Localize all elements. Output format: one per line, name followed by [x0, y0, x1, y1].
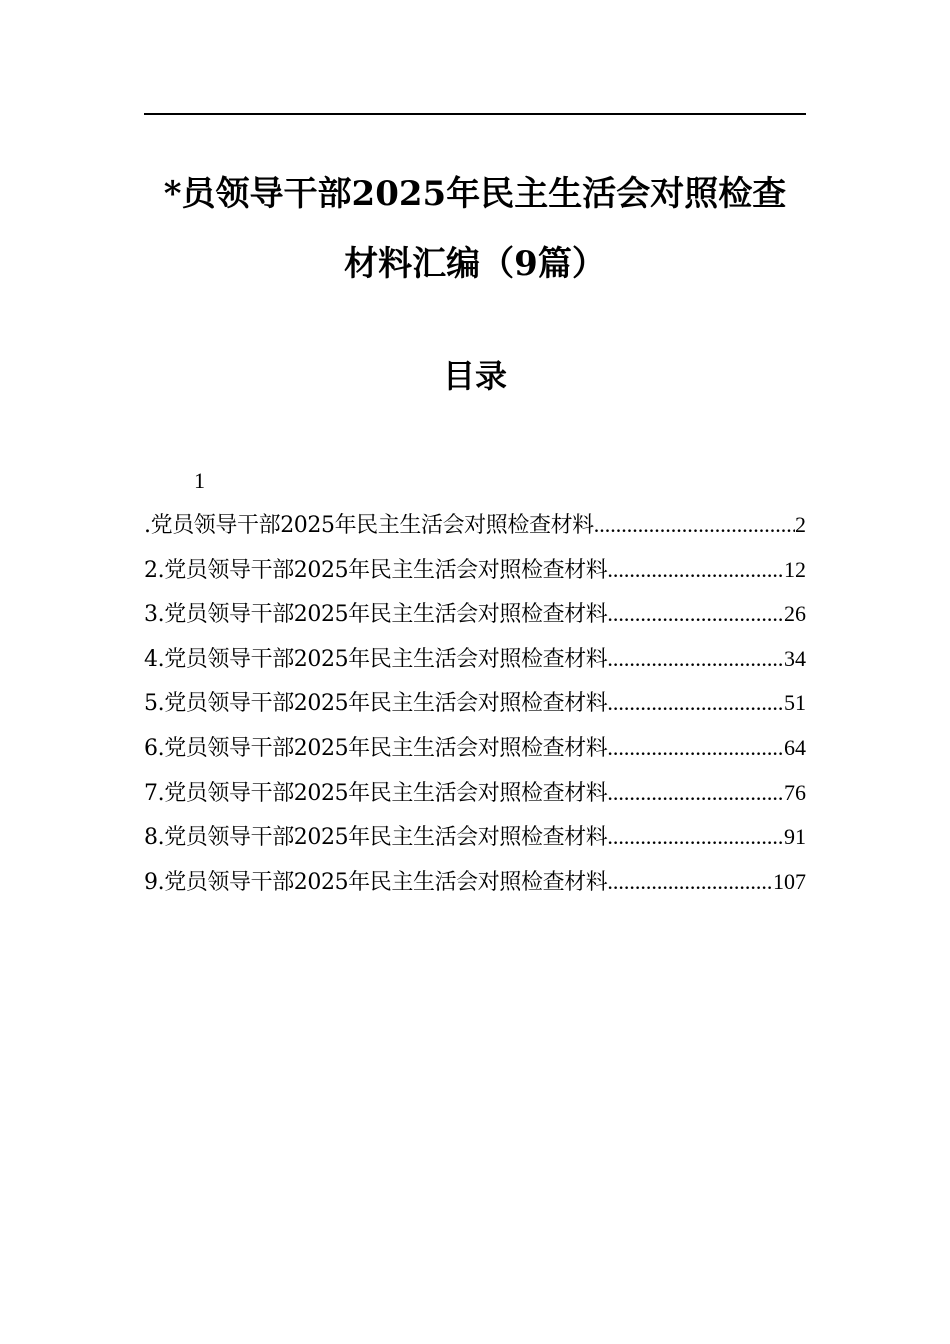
toc-entry-page: 91: [784, 824, 806, 850]
toc-entry-page: 64: [784, 734, 806, 760]
toc-entry-page: 34: [784, 645, 806, 671]
toc-leader-dots: [607, 644, 784, 674]
toc-entry[interactable]: [144, 599, 806, 644]
toc-entry[interactable]: [144, 822, 806, 867]
toc-entry-page: 76: [784, 779, 806, 805]
toc-leader-dots: [607, 688, 784, 718]
toc-heading: 目录: [442, 357, 507, 395]
document-title-line-2: 材料汇编（9篇）: [344, 244, 606, 284]
toc-entry-page: 2: [795, 512, 806, 537]
toc-entry-title: 4.党员领导干部2025年民主生活会对照检查材料: [144, 646, 608, 672]
toc-entry-title: 2.党员领导干部2025年民主生活会对照检查材料: [144, 557, 608, 583]
toc-leader-dots: [594, 510, 795, 540]
toc-entry[interactable]: [144, 867, 806, 912]
toc-entry-page: 51: [784, 690, 806, 716]
document-title-line-1: *员领导干部2025年民主生活会对照检查: [163, 174, 787, 214]
toc-entry[interactable]: [144, 555, 806, 600]
toc-entry-page: 26: [784, 601, 806, 627]
toc-entry-title: 6.党员领导干部2025年民主生活会对照检查材料: [144, 735, 608, 761]
toc-entry[interactable]: [144, 644, 806, 689]
toc-entry-title: 7.党员领导干部2025年民主生活会对照检查材料: [144, 780, 608, 806]
toc-leader-dots: [607, 599, 784, 629]
toc-entry-title: 5.党员领导干部2025年民主生活会对照检查材料: [144, 691, 608, 717]
toc-entry-title: 9.党员领导干部2025年民主生活会对照检查材料: [144, 869, 608, 895]
toc-entry-page: 107: [773, 868, 806, 894]
toc-entry[interactable]: [144, 688, 806, 733]
toc-entry-title: .党员领导干部2025年民主生活会对照检查材料: [144, 513, 594, 538]
toc-leader-dots: [607, 733, 784, 763]
toc-lead-number: 1: [194, 468, 205, 493]
toc-leader-dots: [607, 778, 784, 808]
toc-leader-dots: [607, 555, 784, 585]
toc-leader-dots: [607, 867, 773, 897]
toc-entry[interactable]: [144, 778, 806, 823]
header-rule: [144, 113, 806, 115]
table-of-contents: [144, 510, 806, 911]
toc-entry[interactable]: [144, 510, 806, 555]
toc-leader-dots: [607, 822, 784, 852]
toc-entry[interactable]: [144, 733, 806, 778]
toc-entry-page: 12: [784, 556, 806, 582]
toc-entry-title: 8.党员领导干部2025年民主生活会对照检查材料: [144, 825, 608, 851]
toc-entry-title: 3.党员领导干部2025年民主生活会对照检查材料: [144, 602, 608, 628]
